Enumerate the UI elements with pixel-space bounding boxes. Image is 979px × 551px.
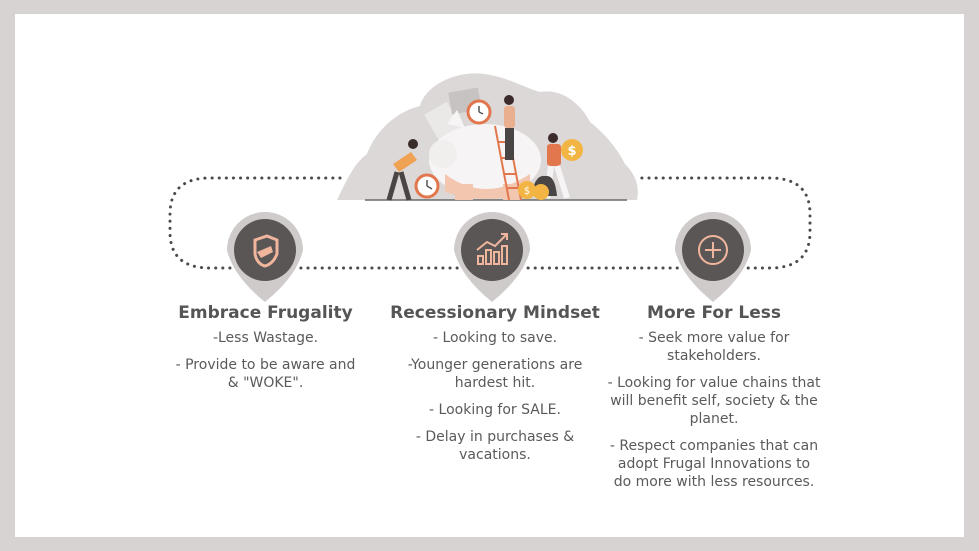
bullet-line: - Looking for SALE. [429, 402, 561, 418]
column-embrace-frugality [168, 303, 363, 401]
bullet-line: - Provide to be aware and & "WOKE". [175, 357, 356, 391]
alarm-clock-top [468, 101, 490, 123]
column-more-for-less [607, 303, 821, 500]
pin-1 [227, 212, 303, 302]
column-title: More For Less [647, 303, 781, 323]
bullet-line: - Delay in purchases & vacations. [415, 429, 575, 463]
bullet-line: -Younger generations are hardest hit. [407, 357, 583, 391]
bullet-line: -Less Wastage. [212, 330, 319, 346]
alarm-clock-bottom [416, 175, 438, 197]
column-recessionary-mindset [390, 303, 600, 473]
column-title: Recessionary Mindset [390, 303, 600, 323]
svg-text:$: $ [567, 144, 577, 159]
bullet-line: - Respect companies that can adopt Frugal Innovations to do more with less resources. [609, 438, 819, 490]
bullet-line: - Looking for value chains that will benefit self, society & the planet. [607, 375, 821, 427]
svg-text:$: $ [523, 186, 531, 197]
bullet-line: - Seek more value for stakeholders. [638, 330, 790, 364]
column-title: Embrace Frugality [178, 303, 353, 323]
slide [15, 14, 964, 537]
bullet-line: - Looking to save. [432, 330, 558, 346]
